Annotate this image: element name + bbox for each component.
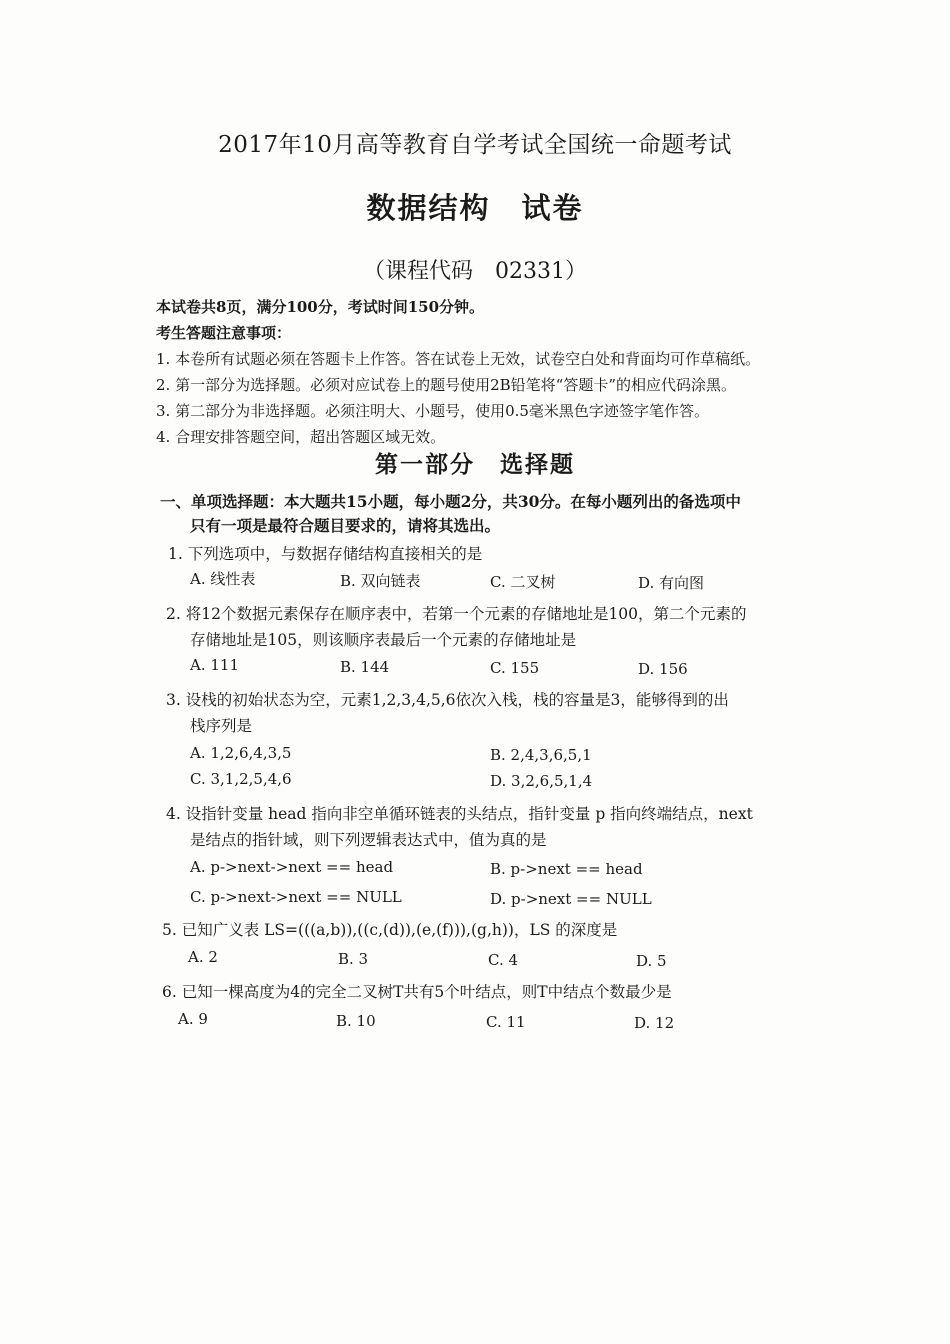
pages-info: 本试卷共8页，满分100分，考试时间150分钟。	[156, 298, 485, 316]
question-2-option-a: A. 111	[190, 656, 239, 674]
question-3-option-c: C. 3,1,2,5,4,6	[190, 770, 292, 788]
question-4-option-b: B. p->next == head	[490, 860, 643, 878]
notice-item-2: 2. 第一部分为选择题。必须对应试卷上的题号使用2B铅笔将“答题卡”的相应代码涂黑。	[156, 376, 736, 394]
notice-item-4: 4. 合理安排答题空间，超出答题区域无效。	[156, 428, 446, 446]
question-1-text: 1. 下列选项中，与数据存储结构直接相关的是	[168, 545, 483, 563]
section-heading-line2: 只有一项是最符合题目要求的，请将其选出。	[190, 516, 501, 535]
part-title: 第一部分 选择题	[375, 451, 575, 478]
question-5-option-b: B. 3	[338, 950, 369, 968]
question-3-option-b: B. 2,4,3,6,5,1	[490, 746, 592, 764]
question-6-option-d: D. 12	[634, 1014, 675, 1032]
notice-heading: 考生答题注意事项：	[156, 324, 292, 342]
question-1-option-d: D. 有向图	[638, 574, 705, 592]
question-2-option-b: B. 144	[340, 658, 390, 676]
question-2-text-line2: 存储地址是105，则该顺序表最后一个元素的存储地址是	[190, 631, 577, 649]
question-5-option-d: D. 5	[636, 952, 667, 970]
question-4-option-c: C. p->next->next == NULL	[190, 888, 402, 906]
exam-title: 2017年10月高等教育自学考试全国统一命题考试	[218, 132, 732, 158]
question-4-option-a: A. p->next->next == head	[190, 858, 394, 876]
question-6-option-a: A. 9	[178, 1010, 208, 1028]
question-6-text: 6. 已知一棵高度为4的完全二叉树T共有5个叶结点，则T中结点个数最少是	[162, 983, 672, 1001]
notice-item-1: 1. 本卷所有试题必须在答题卡上作答。答在试卷上无效，试卷空白处和背面均可作草稿纸。	[156, 350, 761, 368]
course-code: （课程代码 02331）	[363, 259, 587, 284]
question-2-option-d: D. 156	[638, 660, 688, 678]
subject-title: 数据结构 试卷	[366, 191, 584, 225]
question-4-text-line1: 4. 设指针变量 head 指向非空单循环链表的头结点，指针变量 p 指向终端结点，next	[166, 805, 753, 823]
notice-item-3: 3. 第二部分为非选择题。必须注明大、小题号，使用0.5毫米黑色字迹签字笔作答。	[156, 402, 709, 420]
question-1-option-b: B. 双向链表	[340, 572, 421, 590]
question-3-option-d: D. 3,2,6,5,1,4	[490, 772, 593, 790]
question-3-option-a: A. 1,2,6,4,3,5	[190, 744, 292, 762]
question-1-option-a: A. 线性表	[190, 570, 256, 588]
question-3-text-line2: 栈序列是	[190, 717, 253, 735]
question-2-text-line1: 2. 将12个数据元素保存在顺序表中，若第一个元素的存储地址是100，第二个元素的	[166, 605, 747, 623]
question-6-option-c: C. 11	[486, 1013, 526, 1031]
question-3-text-line1: 3. 设栈的初始状态为空，元素1,2,3,4,5,6依次入栈，栈的容量是3，能够得到的出	[166, 691, 729, 709]
question-6-option-b: B. 10	[336, 1012, 376, 1030]
section-heading-line1: 一、单项选择题：本大题共15小题，每小题2分，共30分。在每小题列出的备选项中	[160, 492, 741, 511]
question-4-option-d: D. p->next == NULL	[490, 890, 652, 908]
question-5-option-c: C. 4	[488, 951, 519, 969]
question-1-option-c: C. 二叉树	[490, 573, 556, 591]
question-5-option-a: A. 2	[188, 948, 218, 966]
question-2-option-c: C. 155	[490, 659, 540, 677]
question-5-text: 5. 已知广义表 LS=(((a,b)),((c,(d)),(e,(f))),(g,h))，LS 的深度是	[162, 921, 618, 939]
question-4-text-line2: 是结点的指针域，则下列逻辑表达式中，值为真的是	[190, 831, 547, 849]
